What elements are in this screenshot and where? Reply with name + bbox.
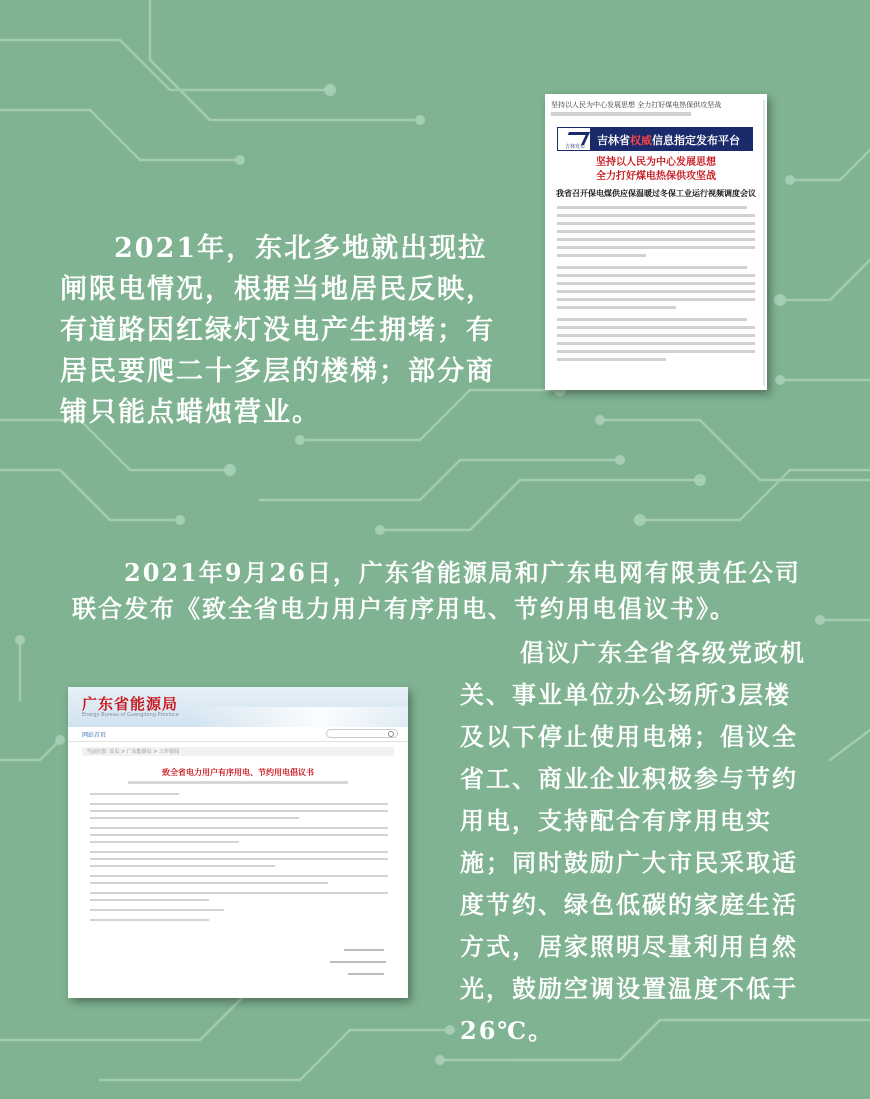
- banner-suffix: 信息指定发布平台: [652, 134, 740, 147]
- paragraph-guangdong-initiative: 2021年9月26日，广东省能源局和广东电网有限责任公司联合发布《致全省电力用户有序用电、节约用电倡议书》。: [72, 558, 801, 623]
- nav-home-link: 网站首页: [82, 732, 107, 739]
- nav-bar: [68, 727, 408, 742]
- article-title: 致全省电力用户有序用电、节约用电倡议书: [162, 768, 314, 777]
- article-body: [90, 793, 388, 926]
- guangdong-energy-bureau-screenshot: [68, 687, 408, 998]
- jilin-logo: [557, 127, 591, 151]
- banner-highlight: 权威: [630, 134, 652, 147]
- headline-line-2: 全力打好煤电热保供攻坚战: [596, 171, 716, 182]
- signature-line: [344, 949, 384, 951]
- page-heading: 坚持以人民为中心发展思想 全力打好煤电热保供攻坚战: [551, 101, 722, 109]
- search-icon: [388, 731, 394, 737]
- paragraph-northeast-power-cuts: 2021年，东北多地就出现拉闸限电情况，根据当地居民反映，有道路因红绿灯没电产生拥堵；有居民要爬二十多层的楼梯；部分商铺只能点蜡烛营业。: [60, 233, 495, 428]
- logo-text: 吉林发布: [564, 144, 585, 150]
- site-name: 广东省能源局: [82, 695, 179, 713]
- jilin-news-screenshot: [545, 94, 767, 390]
- date-line: [348, 973, 384, 975]
- headline: [545, 156, 767, 184]
- article-meta-line: [128, 781, 348, 784]
- site-name-english: Energy Bureau of Guangdong Province: [82, 712, 179, 718]
- breadcrumb: 当前位置: 首页 > 广东能源局 > 工作要闻: [82, 747, 394, 756]
- banner-prefix: 吉林省: [597, 134, 630, 147]
- headline-line-1: 坚持以人民为中心发展思想: [596, 157, 716, 168]
- search-input: [326, 729, 398, 738]
- scrollbar: [763, 100, 765, 386]
- paragraph-initiative-details: 倡议广东全省各级党政机关、事业单位办公场所3层楼及以下停止使用电梯；倡议全省工、商业企业积极参与节约用电，支持配合有序用电实施；同时鼓励广大市民采取适度节约、绿色低碳的家庭生活方式，居家照明尽量利用自然光，鼓励空调设置温度不低于26℃。: [460, 638, 806, 1045]
- jilin-release-banner: [557, 127, 753, 151]
- subheadline: 我省召开保电煤供应保温暖过冬保工业运行视频调度会议: [556, 188, 756, 198]
- signature-line: [330, 961, 386, 963]
- banner-text: [597, 132, 740, 148]
- article-meta-line: [551, 112, 691, 116]
- article-body: [557, 206, 755, 366]
- site-header: [68, 687, 408, 727]
